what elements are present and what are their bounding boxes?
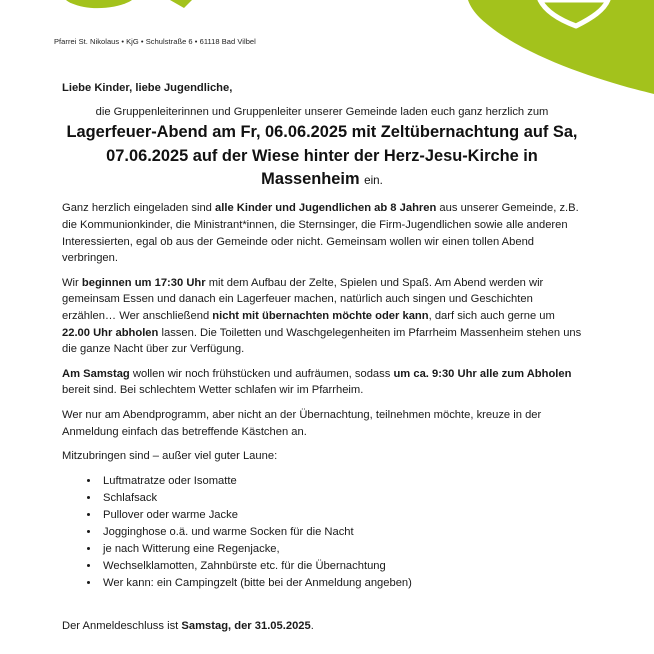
event-headline [62, 121, 582, 192]
paragraph-evening-only: Wer nur am Abendprogramm, aber nicht an der Übernachtung, teilnehmen möchte, kreuze in der Anmeldung einfach das betreffende Kästchen an. [62, 408, 542, 438]
list-item: • Schlafsack [100, 490, 582, 507]
emphasis: alle Kinder und Jugendlichen ab 8 Jahren [215, 202, 437, 215]
paragraph-schedule [62, 275, 582, 358]
green-leaf-shape-small [170, 0, 192, 8]
list-item: • Pullover oder warme Jacke [100, 507, 582, 524]
emphasis: beginnen um 17:30 Uhr [81, 276, 206, 289]
list-item: • je nach Witterung eine Regenjacke, [100, 541, 582, 558]
text: lassen. Die Toiletten und Waschgelegenheiten im Pfarrheim Massenheim stehen uns die ganze Nacht über zur Verfügung. [62, 326, 582, 356]
salutation: Liebe Kinder, liebe Jugendliche, [62, 82, 233, 94]
emphasis: um ca. 9:30 Uhr alle zum Abholen [393, 367, 572, 380]
paragraph-invitation [62, 200, 582, 266]
text: . [310, 620, 314, 633]
text: Der Anmeldeschluss ist [62, 620, 182, 633]
paragraph-saturday [62, 366, 582, 399]
headline-text: Lagerfeuer-Abend am Fr, 06.06.2025 mit Zeltübernachtung auf Sa, 07.06.2025 auf der Wiese hinter der Herz-Jesu-Kirche in Massenheim [66, 123, 578, 188]
text: wollen wir noch frühstücken und aufräumen, sodass [129, 367, 394, 380]
sender-address: Pfarrei St. Nikolaus • KjG • Schulstraße 6 • 61118 Bad Vilbel [54, 37, 256, 46]
list-item: • Jogginghose o.ä. und warme Socken für die Nacht [100, 524, 582, 541]
headline-tail: ein. [364, 174, 383, 187]
letter-body [62, 80, 582, 643]
text: bereit sind. Bei schlechtem Wetter schlafen wir im Pfarrheim. [62, 384, 364, 397]
text: Wir [62, 276, 82, 289]
text: mit dem Aufbau der Zelte, Spielen und Spaß. Am Abend werden wir gemeinsam Essen und danach ein Lagerfeuer machen, natürlich auch singen und Geschichten erzählen… Wer anschließend [62, 276, 544, 322]
list-item: • Wer kann: ein Campingzelt (bitte bei der Anmeldung angeben) [100, 575, 582, 592]
emphasis: Am Samstag [62, 367, 130, 380]
text: aus unserer Gemeinde, z.B. die Kommunionkinder, die Ministrant*innen, die Sternsinger, die Firm-Jugendlichen sowie alle anderen Interessierten, egal ob aus der Gemeinde oder nicht. Gemeinsam wollen wir einen tollen Abend verbringen. [62, 202, 579, 265]
registration-deadline [62, 618, 582, 635]
packing-list [62, 473, 582, 593]
emphasis: nicht mit übernachten möchte oder kann [212, 309, 429, 322]
text: , darf sich auch gerne um [428, 309, 555, 322]
text: Ganz herzlich eingeladen sind [62, 202, 215, 215]
intro-line: die Gruppenleiterinnen und Gruppenleiter unserer Gemeinde laden euch ganz herzlich zum [95, 105, 549, 118]
list-item: • Wechselklamotten, Zahnbürste etc. für die Übernachtung [100, 558, 582, 575]
emphasis: Samstag, der 31.05.2025 [181, 620, 311, 633]
paragraph-bring-list-intro: Mitzubringen sind – außer viel guter Laune: [62, 450, 278, 463]
emphasis: 22.00 Uhr abholen [62, 326, 159, 339]
list-item: • Luftmatratze oder Isomatte [100, 473, 582, 490]
heart-logo-icon [540, 0, 608, 26]
green-leaf-shape-left [66, 0, 132, 8]
